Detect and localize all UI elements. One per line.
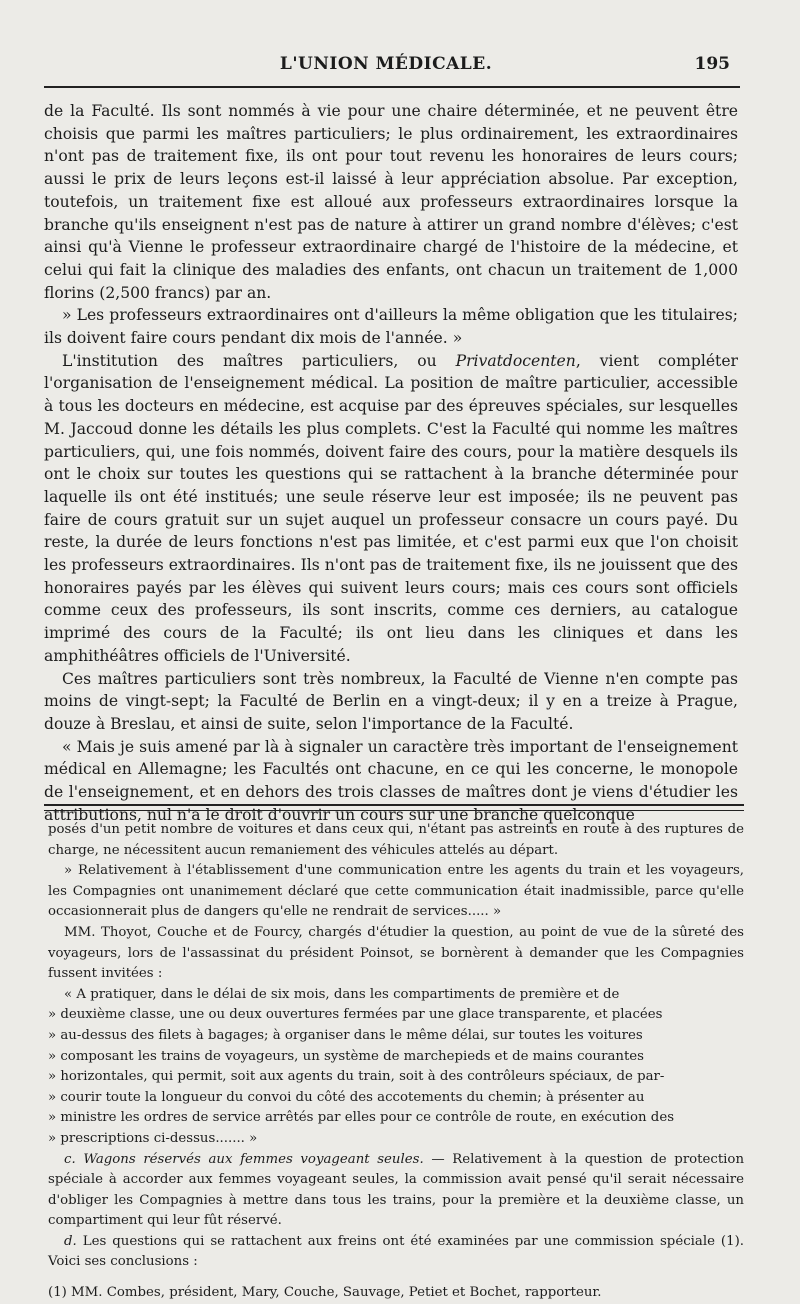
quote-line: « A pratiquer, dans le délai de six mois, dans les compartiments de première et de [64,986,620,1002]
paragraph-text: L'institution des maîtres particuliers, ou [62,351,456,370]
section-label: d. [64,1233,77,1249]
quotation-block [48,985,744,1150]
quote-line: » ministre les ordres de service arrêtés par elles pour ce contrôle de route, en exécution des [48,1110,675,1126]
feuilleton-text [48,820,744,1304]
paragraph: MM. Thoyot, Couche et de Fourcy, chargés d'étudier la question, au point de vue de la sûreté des voyageurs, lors de l'assassinat du président Poinsot, se bornèrent à demander que les Compagnies fussent invitées : [48,924,744,982]
paragraph: « Mais je suis amené par là à signaler un caractère très important de l'enseignement médical en Allemagne; les Facultés ont chacune, en ce qui les concerne, le monopole de l'enseignement, et en dehors des trois classes de maîtres dont je viens d'étudier les attributions, nul n'a le droit d'ouvrir un cours sur une branche quelconque [44,737,738,824]
quote-line: » deuxième classe, une ou deux ouvertures fermées par une glace transparente, et placées [48,1007,663,1023]
page-number: 195 [694,54,730,74]
paragraph: » Les professeurs extraordinaires ont d'ailleurs la même obligation que les titulaires; ils doivent faire cours pendant dix mois de l'année. » [44,306,738,348]
paragraph-text: , vient compléter l'organisation de l'enseignement médical. La position de maître particulier, accessible à tous les docteurs en médecine, est acquise par des épreuves spéciales, sur lesquelles M. Jaccoud donne les détails les plus complets. C'est la Faculté qui nomme les maîtres particuliers, qui, une fois nommés, doivent faire des cours, pour la matière desquels ils ont le choix sur toutes les questions qui se rattachent à la branche déterminée pour laquelle ils ont été institués; une seule réserve leur est imposée; ils ne peuvent pas faire de cours gratuit sur un sujet auquel un professeur consacre un cours payé. Du reste, la durée de leurs fonctions n'est pas limitée, et c'est parmi eux que l'on choisit les professeurs extraordinaires. Ils n'ont pas de traitement fixe, ils ne jouissent que des honoraires payés par les élèves qui suivent leurs cours; mais ces cours sont officiels comme ceux des professeurs, ils sont inscrits, comme ces derniers, au catalogue imprimé des cours de la Faculté; ils ont lieu dans les cliniques et dans les amphithéâtres officiels de l'Université. [44,351,738,665]
footnote: (1) MM. Combes, président, Mary, Couche, Sauvage, Petiet et Bochet, rapporteur. [48,1285,602,1301]
header-rule [44,86,740,88]
journal-title: L'UNION MÉDICALE. [279,54,493,74]
section-text: — Relativement à la question de protection spéciale à accorder aux femmes voyageant seules, la commission avait pensé qu'il serait nécessaire d'obliger les Compagnies à mettre dans tous les trains, pour la première et la deuxième classe, un compartiment qui leur fût réservé. [48,1151,745,1229]
section-text: Les questions qui se rattachent aux freins ont été examinées par une commission spéciale (1). Voici ses conclusions : [48,1233,744,1270]
main-text [44,100,738,827]
paragraph-privatdocenten [44,350,738,668]
quote-line: » horizontales, qui permit, soit aux agents du train, soit à des contrôleurs spéciaux, de par- [48,1069,665,1085]
section-divider-thick [44,804,744,806]
section-divider-thin [44,810,744,811]
paragraph: de la Faculté. Ils sont nommés à vie pour une chaire déterminée, et ne peuvent être choisis que parmi les maîtres particuliers; le plus ordinairement, les extraordinaires n'ont pas de traitement fixe, ils ont pour tout revenu les honoraires de leurs cours; aussi le prix de leurs leçons est-il laissé à leur appréciation absolue. Par exception, toutefois, un traitement fixe est alloué aux professeurs extraordinaires lorsque la branche qu'ils enseignent n'est pas de nature à attirer un grand nombre d'élèves; c'est ainsi qu'à Vienne le professeur extraordinaire chargé de l'histoire de la médecine, et celui qui fait la clinique des maladies des enfants, ont chacun un traitement de 1,000 florins (2,500 francs) par an. [44,102,738,302]
paragraph: » Relativement à l'établissement d'une communication entre les agents du train et les voyageurs, les Compagnies ont unanimement déclaré que cette communication était inadmissible, parce qu'elle occasionnerait plus de dangers qu'elle ne rendrait de services..... » [48,863,744,920]
italic-term: Privatdocenten [455,351,576,370]
paragraph: posés d'un petit nombre de voitures et dans ceux qui, n'étant pas astreints en route à des ruptures de charge, ne nécessitent aucun remaniement des véhicules attelés au départ. [48,822,744,858]
quote-line: » courir toute la longueur du convoi du côté des accotements du chemin; à présenter au [48,1089,645,1105]
section-c [48,1150,744,1232]
quote-line: » prescriptions ci-dessus....... » [48,1130,258,1146]
running-header [42,54,730,82]
section-label: c. [64,1151,76,1167]
section-d [48,1232,744,1273]
quote-line: » au-dessus des filets à bagages; à organiser dans le même délai, sur toutes les voitures [48,1027,643,1043]
quote-line: » composant les trains de voyageurs, un système de marchepieds et de mains courantes [48,1048,644,1064]
section-heading-italic: Wagons réservés aux femmes voyageant seules. [83,1151,424,1167]
paragraph: Ces maîtres particuliers sont très nombreux, la Faculté de Vienne n'en compte pas moins de vingt-sept; la Faculté de Berlin en a vingt-deux; il y en a treize à Prague, douze à Breslau, et ainsi de suite, selon l'importance de la Faculté. [44,669,738,733]
